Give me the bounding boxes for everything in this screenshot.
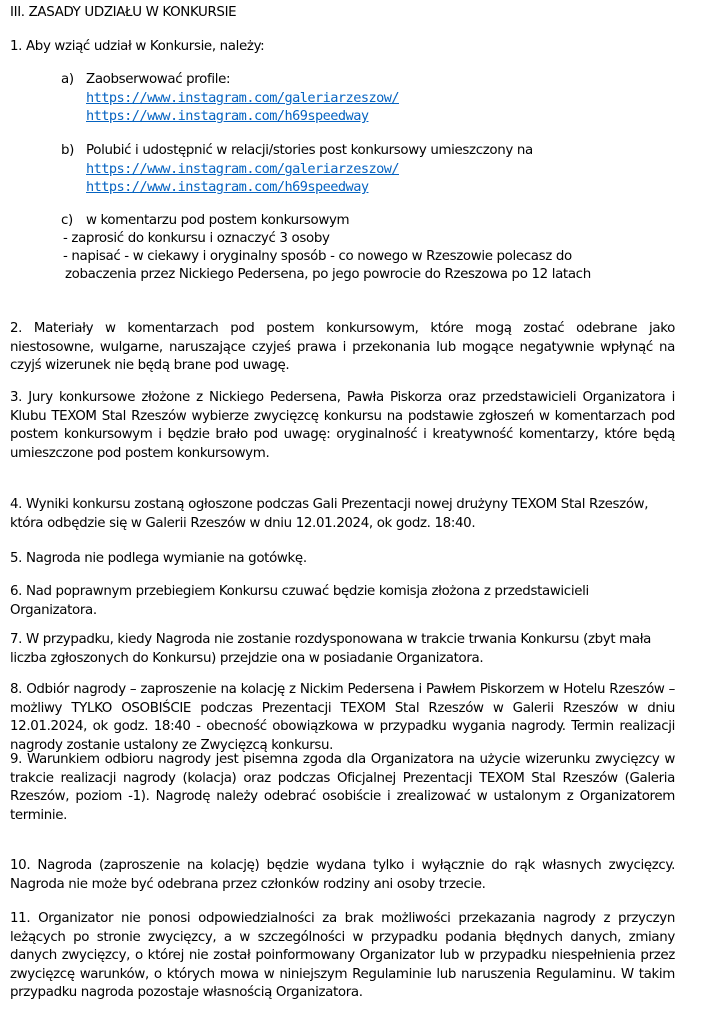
rule-1b-marker: b) xyxy=(61,143,75,158)
instagram-h69speedway-link[interactable]: https://www.instagram.com/h69speedway xyxy=(86,108,369,124)
instagram-galeriarzeszow-link[interactable]: https://www.instagram.com/galeriarzeszow/ xyxy=(86,90,399,106)
rule-5: 5. Nagroda nie podlega wymianie na gotówkę. xyxy=(10,551,307,566)
rule-8: 8. Odbiór nagrody – zaproszenie na kolację z Nickim Pedersena i Pawłem Piskorzem w Hotelu Rzeszów – możliwy TYLKO OSOBIŚCIE podczas Prezentacji TEXOM Stal Rzeszów w Galerii Rzeszów w dniu 12.01.2024, ok godz. 18:40 - obecność obowiązkowa w przypadku wygania nagrody. Termin realizacji nagrody zostanie ustalony ze Zwycięzcą konkursu. xyxy=(10,682,675,753)
rule-1b-text: Polubić i udostępnić w relacji/stories post konkursowy umieszczony na xyxy=(86,143,533,158)
rule-1c-line: - napisać - w ciekawy i oryginalny sposób - co nowego w Rzeszowie polecasz do xyxy=(63,249,572,264)
rule-6: 6. Nad poprawnym przebiegiem Konkursu czuwać będzie komisja złożona z przedstawicieli Organizatora. xyxy=(10,584,589,618)
rule-1c-line: - zaprosić do konkursu i oznaczyć 3 osoby xyxy=(63,231,330,246)
rule-10: 10. Nagroda (zaproszenie na kolację) będzie wydana tylko i wyłącznie do rąk własnych zwycięzcy. Nagroda nie może być odebrana przez członków rodziny ani osoby trzecie. xyxy=(10,858,675,892)
instagram-galeriarzeszow-link[interactable]: https://www.instagram.com/galeriarzeszow/ xyxy=(86,161,399,177)
rule-4: 4. Wyniki konkursu zostaną ogłoszone podczas Gali Prezentacji nowej drużyny TEXOM Stal Rzeszów, która odbędzie się w Galerii Rzeszów w dniu 12.01.2024, ok godz. 18:40. xyxy=(10,497,649,531)
rule-9: 9. Warunkiem odbioru nagrody jest pisemna zgoda dla Organizatora na użycie wizerunku zwycięzcy w trakcie realizacji nagrody (kolacja) oraz podczas Oficjalnej Prezentacji TEXOM Stal Rzeszów (Galeria Rzeszów, poziom -1). Nagrodę należy odebrać osobiście i zrealizować w ustalonym z Organizatorem terminie. xyxy=(10,752,675,823)
rule-1c-line: zobaczenia przez Nickiego Pedersena, po jego powrocie do Rzeszowa po 12 latach xyxy=(65,267,591,282)
rule-11: 11. Organizator nie ponosi odpowiedzialności za brak możliwości przekazania nagrody z przyczyn leżących po stronie zwycięzcy, a w szczególności w przypadku podania błędnych danych, zmiany danych zwycięzcy, o której nie został poinformowany Organizator lub w przypadku niespełnienia przez zwycięzcę warunków, o których mowa w niniejszym Regulaminie lub naruszenia Regulaminu. W takim przypadku nagroda pozostaje własnością Organizatora. xyxy=(10,911,675,1000)
section-title: III. ZASADY UDZIAŁU W KONKURSIE xyxy=(10,5,237,20)
rule-3: 3. Jury konkursowe złożone z Nickiego Pedersena, Pawła Piskorza oraz przedstawicieli Organizatora i Klubu TEXOM Stal Rzeszów wybierze zwycięzcę konkursu na podstawie zgłoszeń w komentarzach pod postem konkursowym i będzie brało pod uwagę: oryginalność i kreatywność komentarzy, które będą umieszczone pod postem konkursowym. xyxy=(10,390,675,461)
rule-1c-text: w komentarzu pod postem konkursowym xyxy=(86,213,350,228)
rule-2: 2. Materiały w komentarzach pod postem konkursowym, które mogą zostać odebrane jako niestosowne, wulgarne, naruszające czyjeś prawa i przekonania lub mogące negatywnie wpłynąć na czyjś wizerunek nie będą brane pod uwagę. xyxy=(10,321,675,373)
rule-1a-marker: a) xyxy=(61,72,74,87)
rule-1-intro: 1. Aby wziąć udział w Konkursie, należy: xyxy=(10,39,265,54)
rule-1a-text: Zaobserwować profile: xyxy=(86,72,231,87)
rule-7: 7. W przypadku, kiedy Nagroda nie zostanie rozdysponowana w trakcie trwania Konkursu (zbyt mała liczba zgłoszonych do Konkursu) przejdzie ona w posiadanie Organizatora. xyxy=(10,632,652,666)
rule-1c-marker: c) xyxy=(61,213,73,228)
instagram-h69speedway-link[interactable]: https://www.instagram.com/h69speedway xyxy=(86,179,369,195)
